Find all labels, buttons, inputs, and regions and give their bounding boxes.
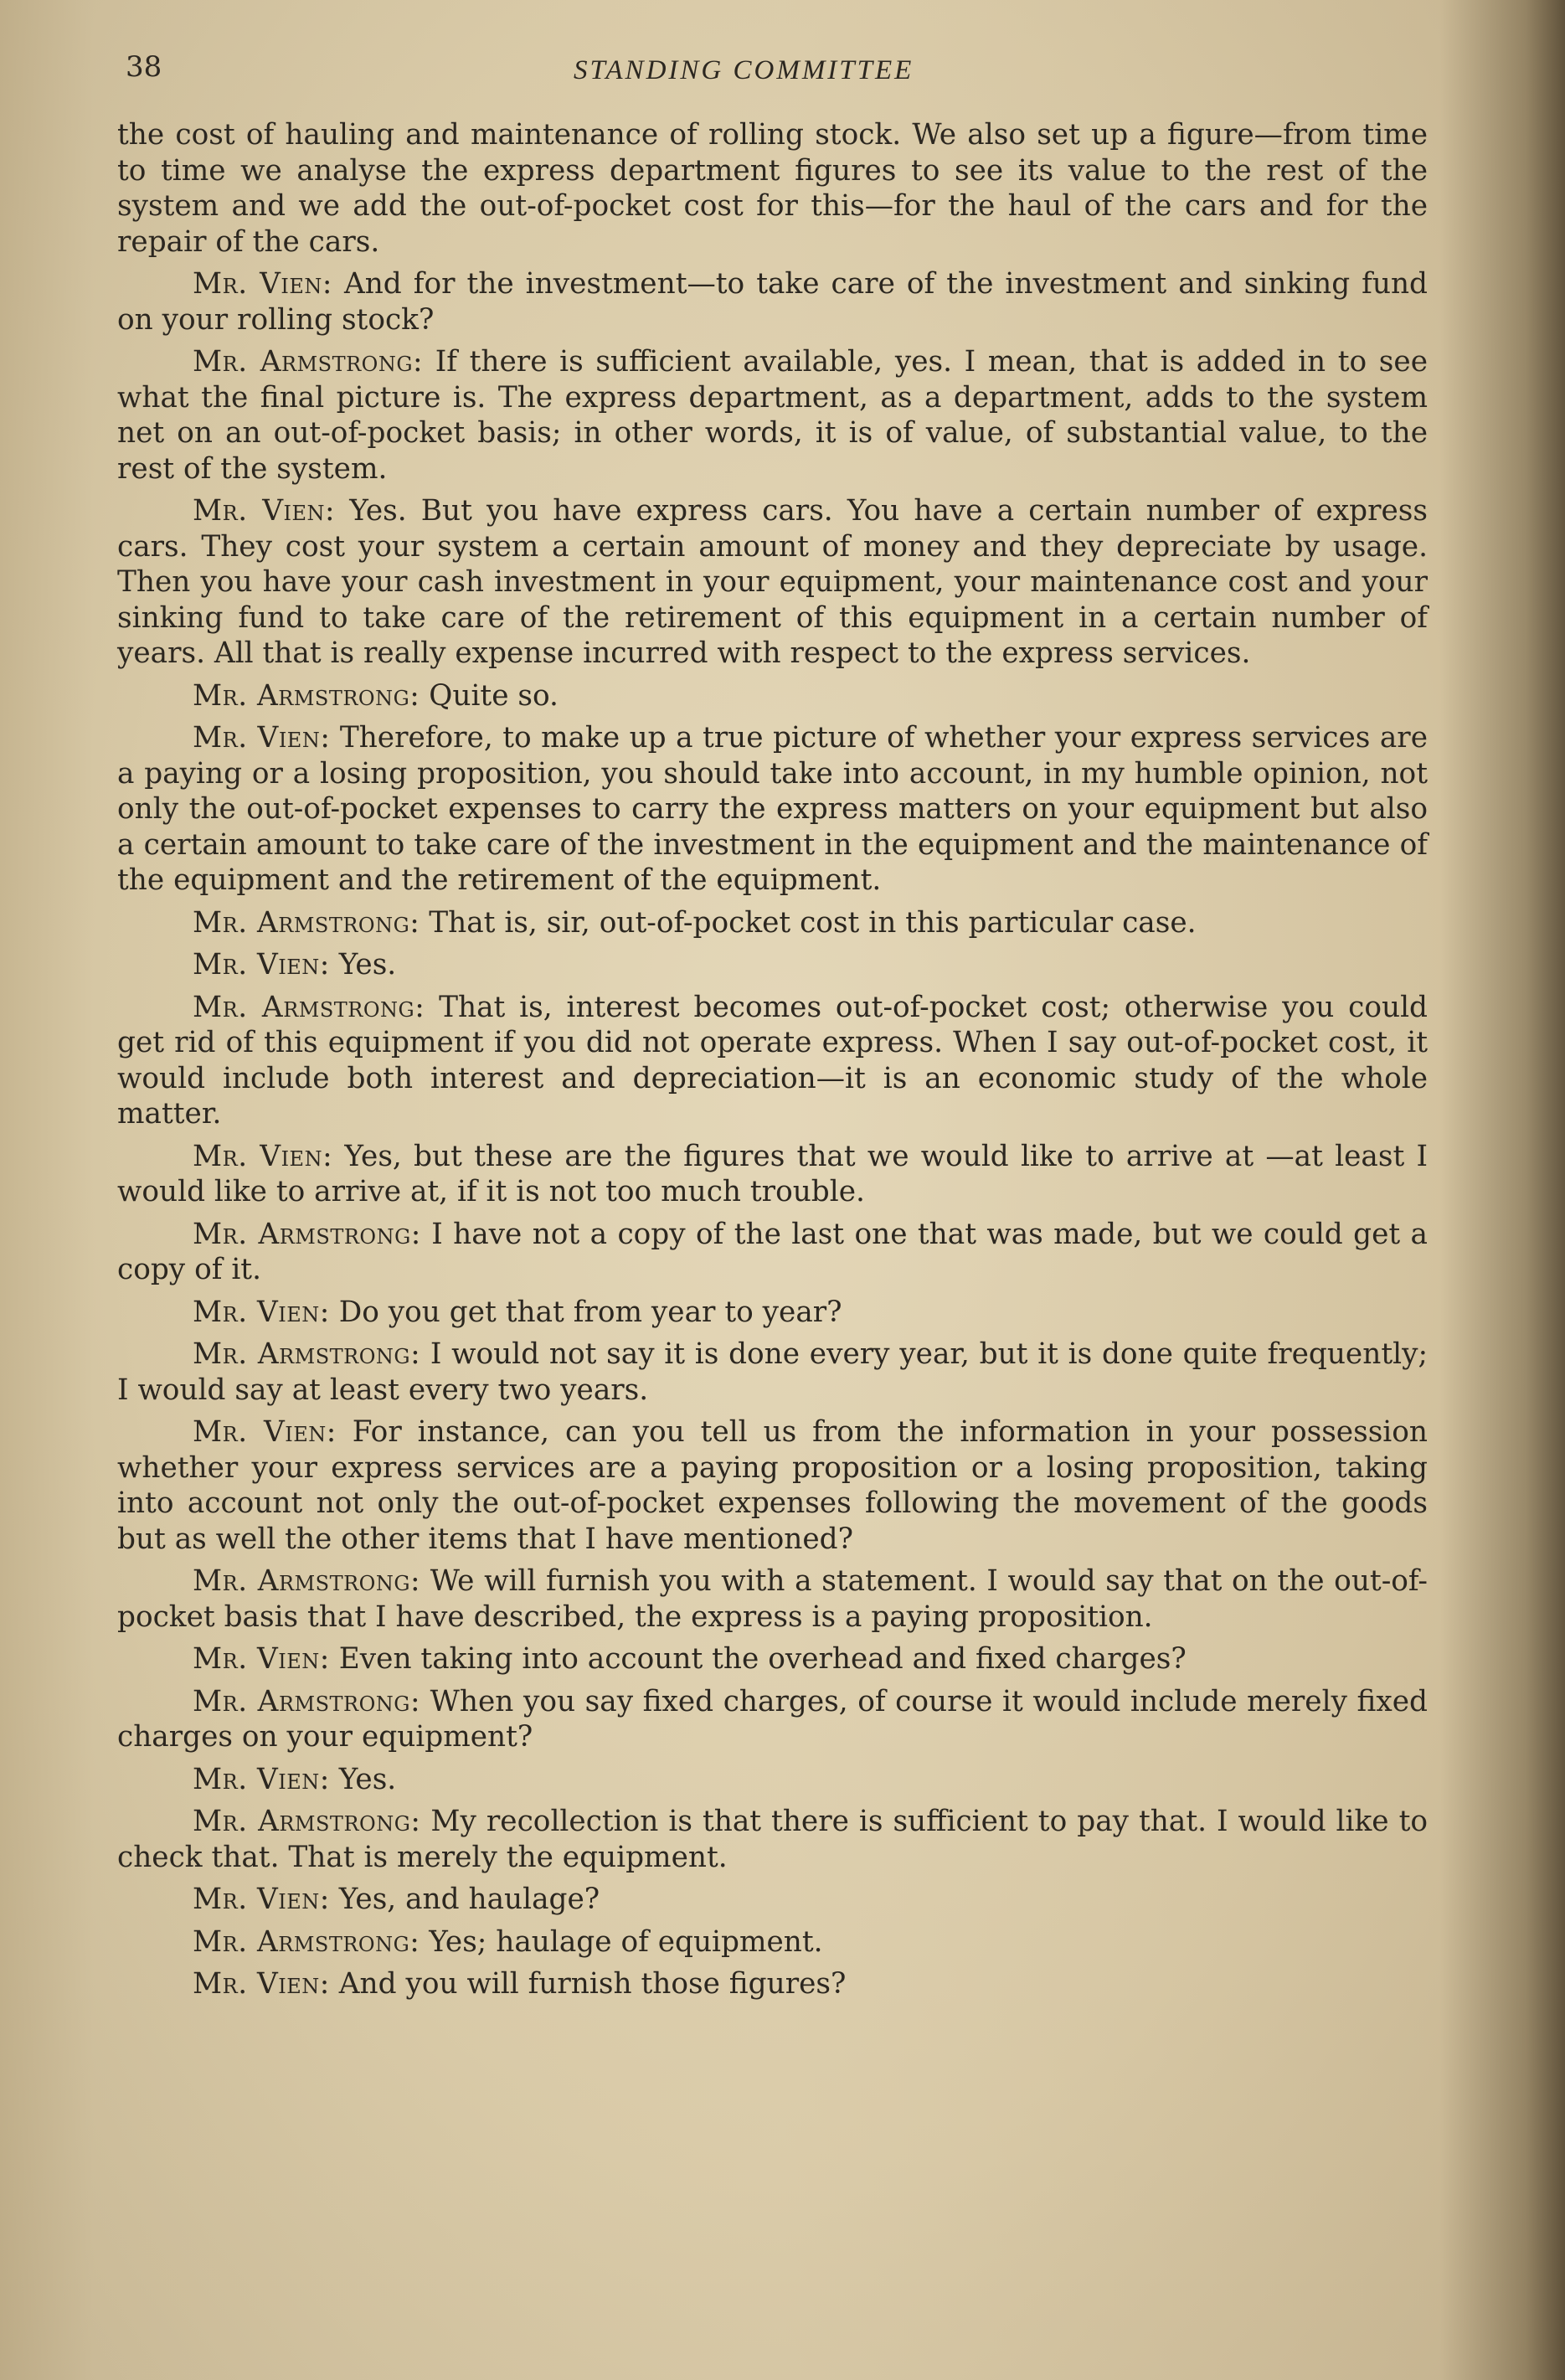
paragraph [117,1139,1428,1210]
paragraph [117,1882,1428,1918]
paragraph [117,266,1428,337]
page-header [126,50,1432,100]
paragraph-text: For instance, can you tell us from the information in your possession whether your express services are a paying proposition or a losing proposition, taking into account not only the out-of-pocket expenses following the movement of the goods but as well the other items that I have mentioned? [117,1415,1428,1556]
paragraph-text: the cost of hauling and maintenance of rolling stock. We also set up a figure—from time to time we analyse the express department figures to see its value to the rest of the system and we add the out-of-pocket cost for this—for the haul of the cars and for the repair of the cars. [117,118,1428,259]
paragraph [117,678,1428,714]
paragraph-text: Yes. But you have express cars. You have a certain number of express cars. They cost your system a certain amount of money and they depreciate by usage. Then you have your cash investment in your equipment, your maintenance cost and your sinking fund to take care of the retirement of this equipment in a certain number of years. All that is really expense incurred with respect to the express services. [117,494,1429,670]
running-head: STANDING COMMITTEE [574,55,914,85]
speaker-name: Mr. Vien: [193,494,336,528]
paragraph [117,1684,1428,1755]
paragraph-text: Therefore, to make up a true picture of whether your express services are a paying or a losing proposition, you should take into account, in my humble opinion, not only the out-of-pocket expenses to carry the express matters on your equipment but also a certain amount to take care of the investment in the equipment and the maintenance of the equipment and the retirement of the equipment. [117,721,1428,897]
paragraph-text: Yes; haulage of equipment. [429,1924,823,1959]
speaker-name: Mr. Armstrong: [193,1564,421,1598]
speaker-name: Mr. Armstrong: [193,1217,421,1251]
speaker-name: Mr. Vien: [193,1295,330,1329]
speaker-name: Mr. Armstrong: [193,345,424,379]
paragraph [117,1641,1428,1677]
speaker-name: Mr. Vien: [193,1762,330,1796]
paragraph-text: Quite so. [429,678,559,713]
speaker-name: Mr. Vien: [193,1415,337,1449]
paragraph [117,1966,1428,2002]
paragraph [117,1762,1428,1798]
paragraph [117,1337,1428,1408]
paragraph [117,990,1428,1132]
speaker-name: Mr. Armstrong: [193,990,425,1024]
paragraph [117,1414,1428,1557]
paragraph-text: Yes, and haulage? [338,1883,600,1916]
paragraph-text: We will furnish you with a statement. I would say that on the out-of-pocket basis that I have described, the express is a paying proposition. [117,1564,1428,1634]
paragraph [117,1924,1428,1960]
paragraph-text: My recollection is that there is sufficient to pay that. I would like to check that. That is merely the equipment. [117,1805,1428,1874]
paragraph [117,720,1428,899]
speaker-name: Mr. Armstrong: [193,1684,421,1718]
paragraph-text: Yes, but these are the figures that we would like to arrive at —at least I would like to arrive at, if it is not too much trouble. [117,1139,1428,1208]
paragraph-text: Yes. [338,948,397,981]
speaker-name: Mr. Armstrong: [193,905,420,940]
paragraph-text: Even taking into account the overhead and fixed charges? [338,1642,1187,1676]
paragraph [117,1563,1428,1635]
paragraph [117,117,1428,260]
paragraph-text: I have not a copy of the last one that was made, but we could get a copy of it. [117,1217,1429,1286]
paragraph-text: And you will furnish those figures? [338,1967,847,2001]
speaker-name: Mr. Vien: [193,1139,333,1173]
paragraph-text: And for the investment—to take care of the investment and sinking fund on your rolling stock? [117,267,1428,337]
paragraph-text: When you say fixed charges, of course it would include merely fixed charges on your equipment? [117,1684,1429,1754]
paragraph-text: That is, sir, out-of-pocket cost in this particular case. [429,905,1197,940]
paragraph [117,947,1428,983]
speaker-name: Mr. Armstrong: [193,1337,421,1371]
paragraph [117,1804,1428,1875]
speaker-name: Mr. Vien: [193,1642,330,1676]
speaker-name: Mr. Vien: [193,1967,330,2001]
paragraph-text: That is, interest becomes out-of-pocket cost; otherwise you could get rid of this equipment if you did not operate express. When I say out-of-pocket cost, it would include both interest and depreciation—it is an economic study of the whole matter. [117,990,1429,1131]
paragraph-text: Yes. [338,1762,397,1796]
speaker-name: Mr. Armstrong: [193,678,420,713]
paragraph [117,1217,1428,1288]
speaker-name: Mr. Armstrong: [193,1805,421,1838]
paragraph [117,493,1428,672]
paragraph [117,1295,1428,1331]
speaker-name: Mr. Vien: [193,1883,330,1916]
speaker-name: Mr. Vien: [193,721,331,755]
page-number: 38 [126,50,162,84]
transcript-body [117,117,1428,2009]
speaker-name: Mr. Armstrong: [193,1924,420,1959]
speaker-name: Mr. Vien: [193,267,332,301]
speaker-name: Mr. Vien: [193,948,330,981]
paragraph [117,344,1428,487]
paragraph-text: I would not say it is done every year, but it is done quite frequently; I would say at least every two years. [117,1337,1429,1407]
paragraph-text: If there is sufficient available, yes. I mean, that is added in to see what the final picture is. The express department, as a department, adds to the system net on an out-of-pocket basis; in other words, it is of value, of substantial value, to the rest of the system. [117,345,1428,486]
paragraph [117,905,1428,941]
paragraph-text: Do you get that from year to year? [338,1295,842,1329]
